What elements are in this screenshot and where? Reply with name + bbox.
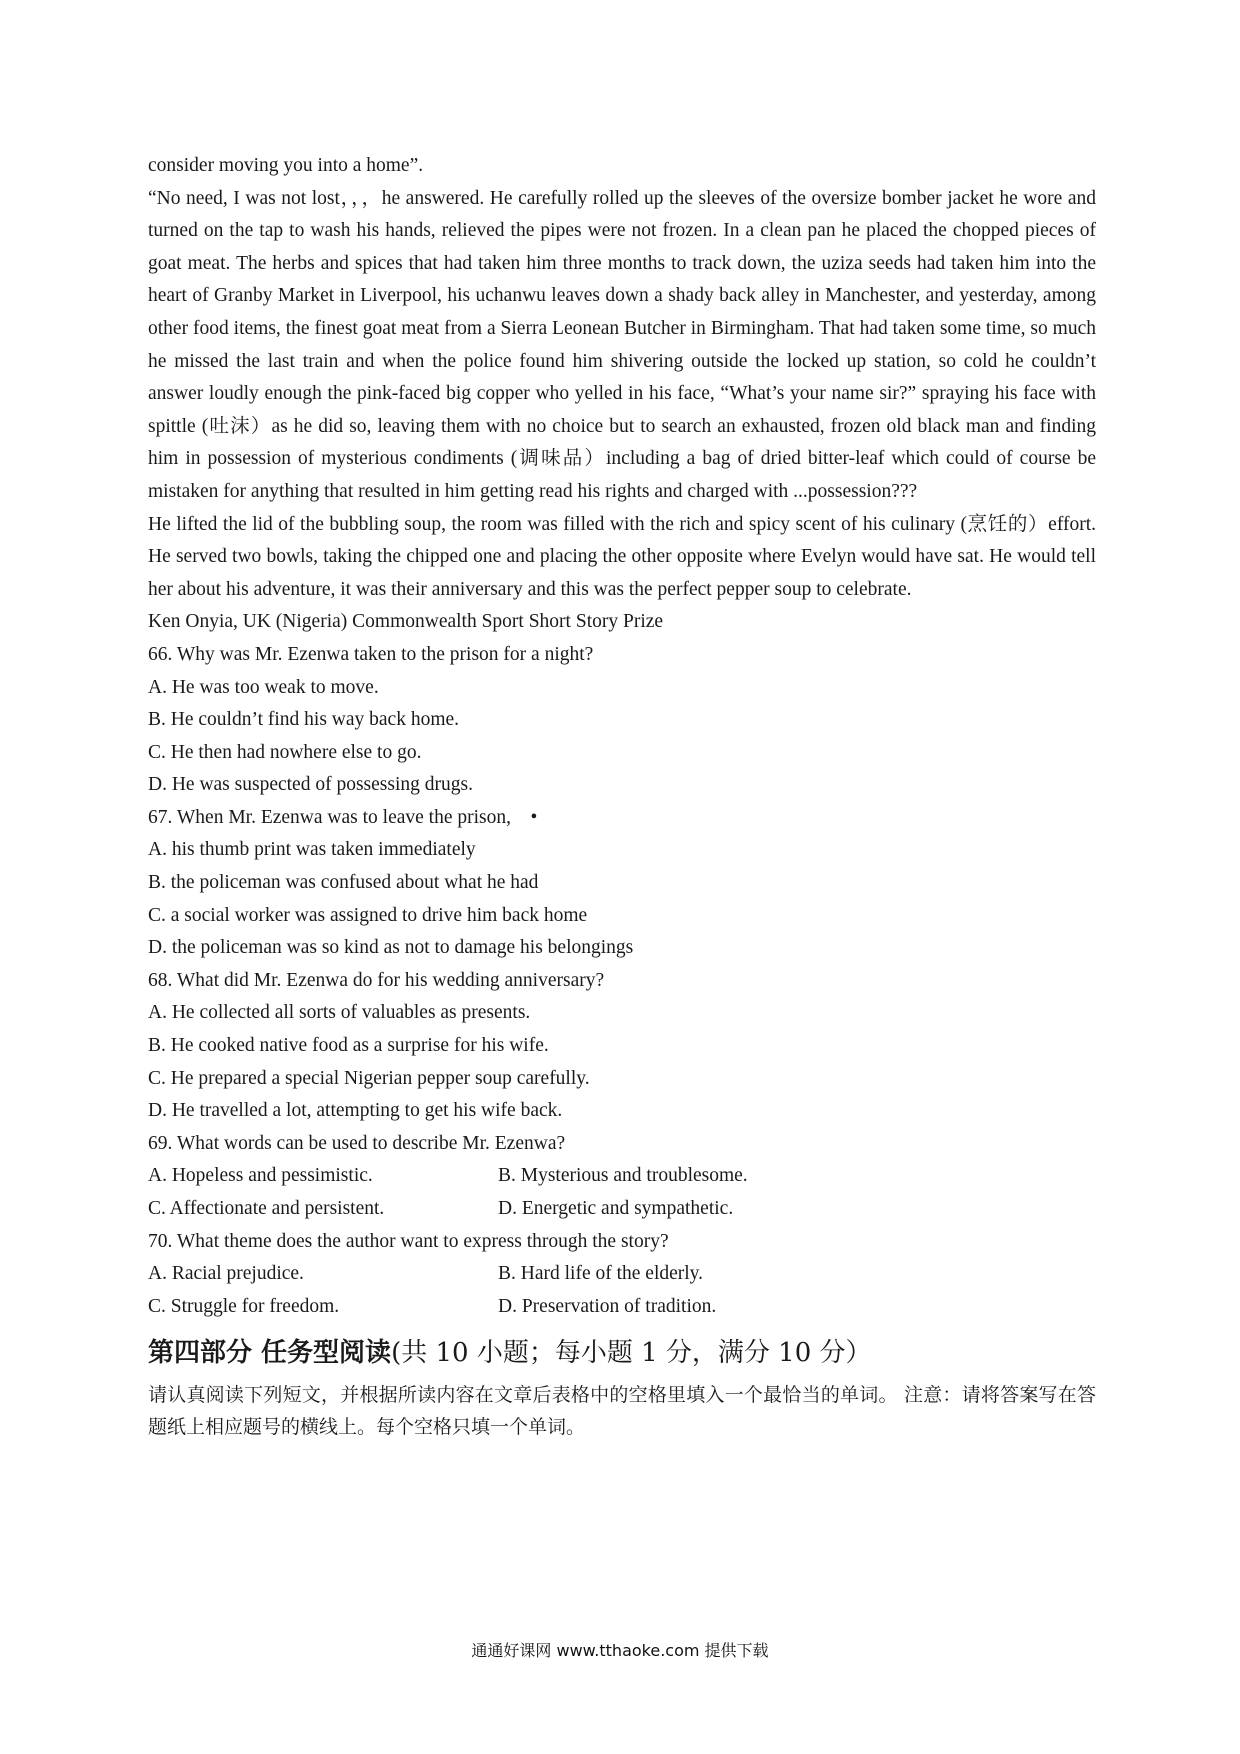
question-stem: 70. What theme does the author want to express through the story? — [148, 1230, 669, 1252]
question-69 — [148, 1128, 1096, 1226]
passage-source: Ken Onyia, UK (Nigeria) Commonwealth Sport Short Story Prize — [148, 611, 664, 633]
option-row — [148, 1291, 1096, 1324]
option-b: B. He cooked native food as a surprise for his wife. — [148, 1035, 549, 1057]
option-d: D. He travelled a lot, attempting to get his wife back. — [148, 1100, 563, 1122]
option-a: A. Racial prejudice. — [148, 1263, 304, 1285]
option-a: A. He was too weak to move. — [148, 676, 379, 698]
option-row — [148, 1160, 1096, 1193]
question-stem: 68. What did Mr. Ezenwa do for his wedding anniversary? — [148, 969, 605, 991]
option-c: C. Affectionate and persistent. — [148, 1198, 385, 1219]
question-70 — [148, 1226, 1096, 1324]
question-stem: 66. Why was Mr. Ezenwa taken to the prison for a night? — [148, 643, 594, 665]
option-d: D. He was suspected of possessing drugs. — [148, 774, 473, 796]
option-b: B. Mysterious and troublesome. — [498, 1165, 748, 1187]
section-heading — [148, 1335, 1096, 1371]
section-meta: (共 10 小题；每小题 1 分，满分 10 分） — [391, 1338, 872, 1369]
option-d: D. Preservation of tradition. — [498, 1295, 717, 1317]
document-page — [148, 150, 1096, 1443]
option-a: A. Hopeless and pessimistic. — [148, 1165, 373, 1187]
page-footer: 通通好课网 www.tthaoke.com 提供下载 — [471, 1641, 769, 1660]
option-c: C. a social worker was assigned to drive him back home — [148, 904, 588, 926]
option-b: B. He couldn’t find his way back home. — [148, 709, 460, 731]
option-c: C. Struggle for freedom. — [148, 1295, 340, 1317]
option-a: A. his thumb print was taken immediately — [148, 839, 476, 861]
option-row — [148, 1258, 1096, 1291]
option-b: B. the policeman was confused about what he had — [148, 872, 539, 894]
question-stem: 67. When Mr. Ezenwa was to leave the prison, • — [148, 806, 538, 828]
section-title: 第四部分 任务型阅读 — [148, 1338, 392, 1369]
reading-passage — [148, 150, 1096, 639]
passage-paragraph-1: consider moving you into a home”. — [148, 155, 424, 176]
option-d: D. the policeman was so kind as not to damage his belongings — [148, 937, 634, 959]
option-b: B. Hard life of the elderly. — [498, 1263, 704, 1285]
option-c: C. He prepared a special Nigerian pepper soup carefully. — [148, 1067, 590, 1089]
passage-paragraph-3: He lifted the lid of the bubbling soup, the room was filled with the rich and spicy scent of his culinary (烹饪的）effort. He served two bowls, taking the chipped one and placing the other opposite where Evelyn would have sat. He would tell her about his adventure, it was their anniversary and this was the perfect pepper soup to celebrate. — [148, 513, 1096, 600]
passage-paragraph-2: “No need, I was not lost，，，he answered. He carefully rolled up the sleeves of the oversize bomber jacket he wore and turned on the tap to wash his hands, relieved the pipes were not frozen. In a clean pan he placed the chopped pieces of goat meat. The herbs and spices that had taken him three months to track down, the uziza seeds had taken him into the heart of Granby Market in Liverpool, his uchanwu leaves down a shady back alley in Manchester, and yesterday, among other food items, the finest goat meat from a Sierra Leonean Butcher in Birmingham. That had taken some time, so much he missed the last train and when the police found him shivering outside the locked up station, so cold he couldn’t answer loudly enough the pink-faced big copper who yelled in his face, “What’s your name sir?” spraying his face with spittle (吐沫）as he did so, leaving them with no choice but to search an exhausted, frozen old black man and finding him in possession of mysterious condiments (调味品）including a bag of dried bitter-leaf which could of course be mistaken for anything that resulted in him getting read his rights and charged with ...possession??? — [148, 187, 1096, 502]
question-66 — [148, 639, 1096, 802]
option-d: D. Energetic and sympathetic. — [498, 1198, 734, 1219]
option-row — [148, 1193, 1096, 1226]
option-c: C. He then had nowhere else to go. — [148, 741, 422, 763]
question-67 — [148, 802, 1096, 965]
option-a: A. He collected all sorts of valuables as presents. — [148, 1002, 531, 1024]
section-instructions: 请认真阅读下列短文，并根据所读内容在文章后表格中的空格里填入一个最恰当的单词。 注意：请将答案写在答题纸上相应题号的横线上。每个空格只填一个单词。 — [148, 1384, 1096, 1439]
question-68 — [148, 965, 1096, 1128]
question-stem: 69. What words can be used to describe Mr. Ezenwa? — [148, 1132, 566, 1154]
